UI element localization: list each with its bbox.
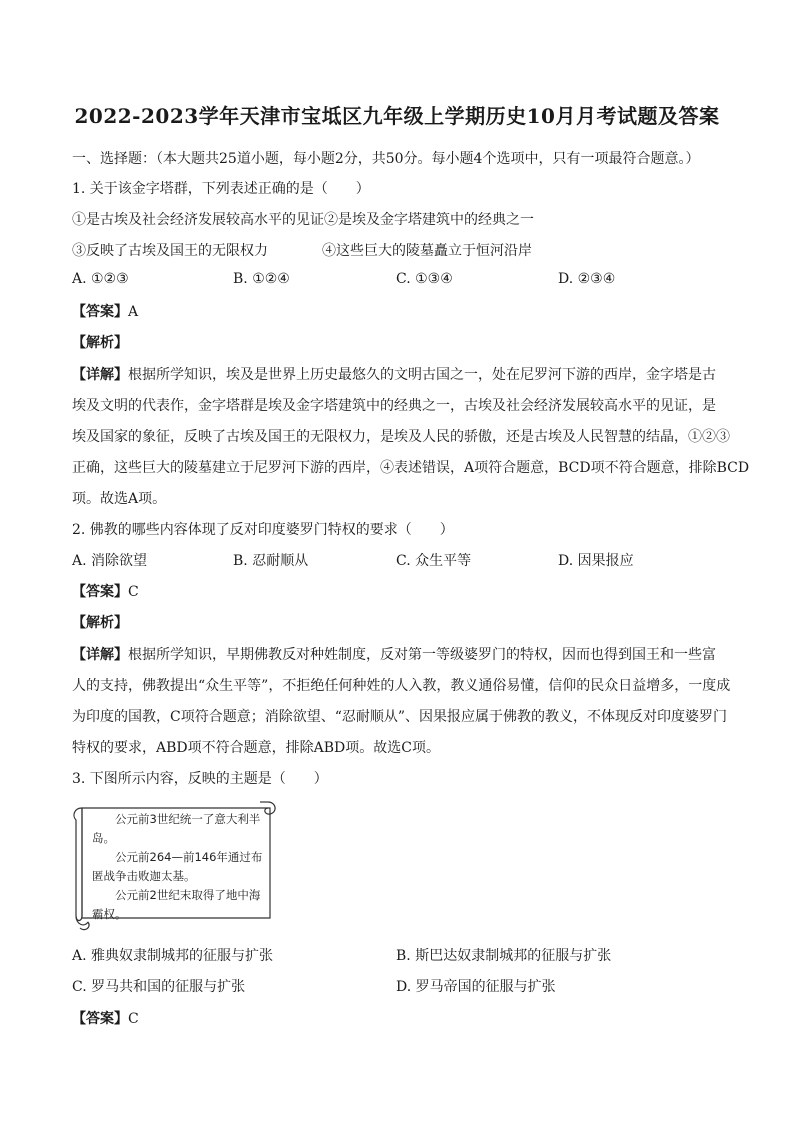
q1-statement-4: ④这些巨大的陵墓矗立于恒河沿岸 <box>322 243 532 259</box>
q1-analysis-tag <box>72 332 128 352</box>
q1-answer <box>72 301 138 321</box>
answer-tag: 【答案】 <box>72 1011 128 1027</box>
q1-option-b: B. ①②④ <box>233 271 290 287</box>
q1-stem: 1. 关于该金字塔群，下列表述正确的是（ ） <box>72 181 370 197</box>
answer-tag: 【答案】 <box>72 584 128 600</box>
detail-tag: 【详解】 <box>72 647 128 663</box>
scroll-line: 公元前2世纪末取得了地中海霸权。 <box>92 888 261 921</box>
q2-option-a: A. 消除欲望 <box>72 553 148 569</box>
q1-option-a: A. ①②③ <box>72 271 129 287</box>
q2-detail-line: 为印度的国教，C项符合题意；消除欲望、“忍耐顺从”、因果报应属于佛教的教义，不体现反对印度婆罗门 <box>72 709 728 725</box>
q3-answer <box>72 1008 139 1028</box>
q3-option-b: B. 斯巴达奴隶制城邦的征服与扩张 <box>396 948 612 964</box>
q2-answer <box>72 581 139 601</box>
q1-detail-line: 正确，这些巨大的陵墓建立于尼罗河下游的西岸，④表述错误，A项符合题意，BCD项不符合题意，排除BCD <box>72 460 750 476</box>
analysis-tag: 【解析】 <box>72 335 128 351</box>
q2-option-c: C. 众生平等 <box>396 553 472 569</box>
answer-value: A <box>128 304 139 320</box>
scroll-figure <box>70 798 280 933</box>
q1-option-c: C. ①③④ <box>396 271 453 287</box>
q2-option-d: D. 因果报应 <box>558 553 634 569</box>
page-title: 2022-2023学年天津市宝坻区九年级上学期历史10月月考试题及答案 <box>74 104 720 128</box>
answer-value: C <box>128 1011 139 1027</box>
q1-option-d: D. ②③④ <box>558 271 616 287</box>
answer-value: C <box>128 584 139 600</box>
q2-option-b: B. 忍耐顺从 <box>233 553 309 569</box>
q1-statement-3: ③反映了古埃及国王的无限权力 <box>72 243 268 259</box>
answer-tag: 【答案】 <box>72 304 128 320</box>
q2-detail-line <box>72 644 716 664</box>
q1-detail-line: 埃及国家的象征，反映了古埃及国王的无限权力，是埃及人民的骄傲，还是古埃及人民智慧的结晶，①②③ <box>72 429 730 445</box>
scroll-line: 公元前264—前146年通过布匿战争击败迦太基。 <box>92 850 263 883</box>
q3-stem: 3. 下图所示内容，反映的主题是（ ） <box>72 771 328 787</box>
detail-text: 根据所学知识，早期佛教反对种姓制度，反对第一等级婆罗门的特权，因而也得到国王和一些富 <box>128 647 716 663</box>
q2-detail-line: 特权的要求，ABD项不符合题意，排除ABD项。故选C项。 <box>72 740 440 756</box>
q1-detail-line: 项。故选A项。 <box>72 491 167 507</box>
scroll-text <box>92 810 270 924</box>
q3-option-a: A. 雅典奴隶制城邦的征服与扩张 <box>72 948 274 964</box>
analysis-tag: 【解析】 <box>72 615 128 631</box>
scroll-line: 公元前3世纪统一了意大利半岛。 <box>92 812 261 845</box>
q3-option-d: D. 罗马帝国的征服与扩张 <box>396 979 556 995</box>
section-header: 一、选择题：（本大题共25道小题，每小题2分，共50分。每小题4个选项中，只有一项最符合题意。） <box>72 151 700 167</box>
q3-option-c: C. 罗马共和国的征服与扩张 <box>72 979 246 995</box>
q2-detail-line: 人的支持，佛教提出“众生平等”，不拒绝任何种姓的人入教，教义通俗易懂，信仰的民众日益增多，一度成 <box>72 678 731 694</box>
q2-analysis-tag <box>72 612 128 632</box>
q1-detail-line <box>72 364 716 384</box>
q2-stem: 2. 佛教的哪些内容体现了反对印度婆罗门特权的要求（ ） <box>72 522 454 538</box>
q1-statement-line-1: ①是古埃及社会经济发展较高水平的见证②是埃及金字塔建筑中的经典之一 <box>72 212 534 228</box>
detail-text: 根据所学知识，埃及是世界上历史最悠久的文明古国之一，处在尼罗河下游的西岸，金字塔是古 <box>128 367 716 383</box>
q1-detail-line: 埃及文明的代表作，金字塔群是埃及金字塔建筑中的经典之一，古埃及社会经济发展较高水平的见证，是 <box>72 398 716 414</box>
detail-tag: 【详解】 <box>72 367 128 383</box>
